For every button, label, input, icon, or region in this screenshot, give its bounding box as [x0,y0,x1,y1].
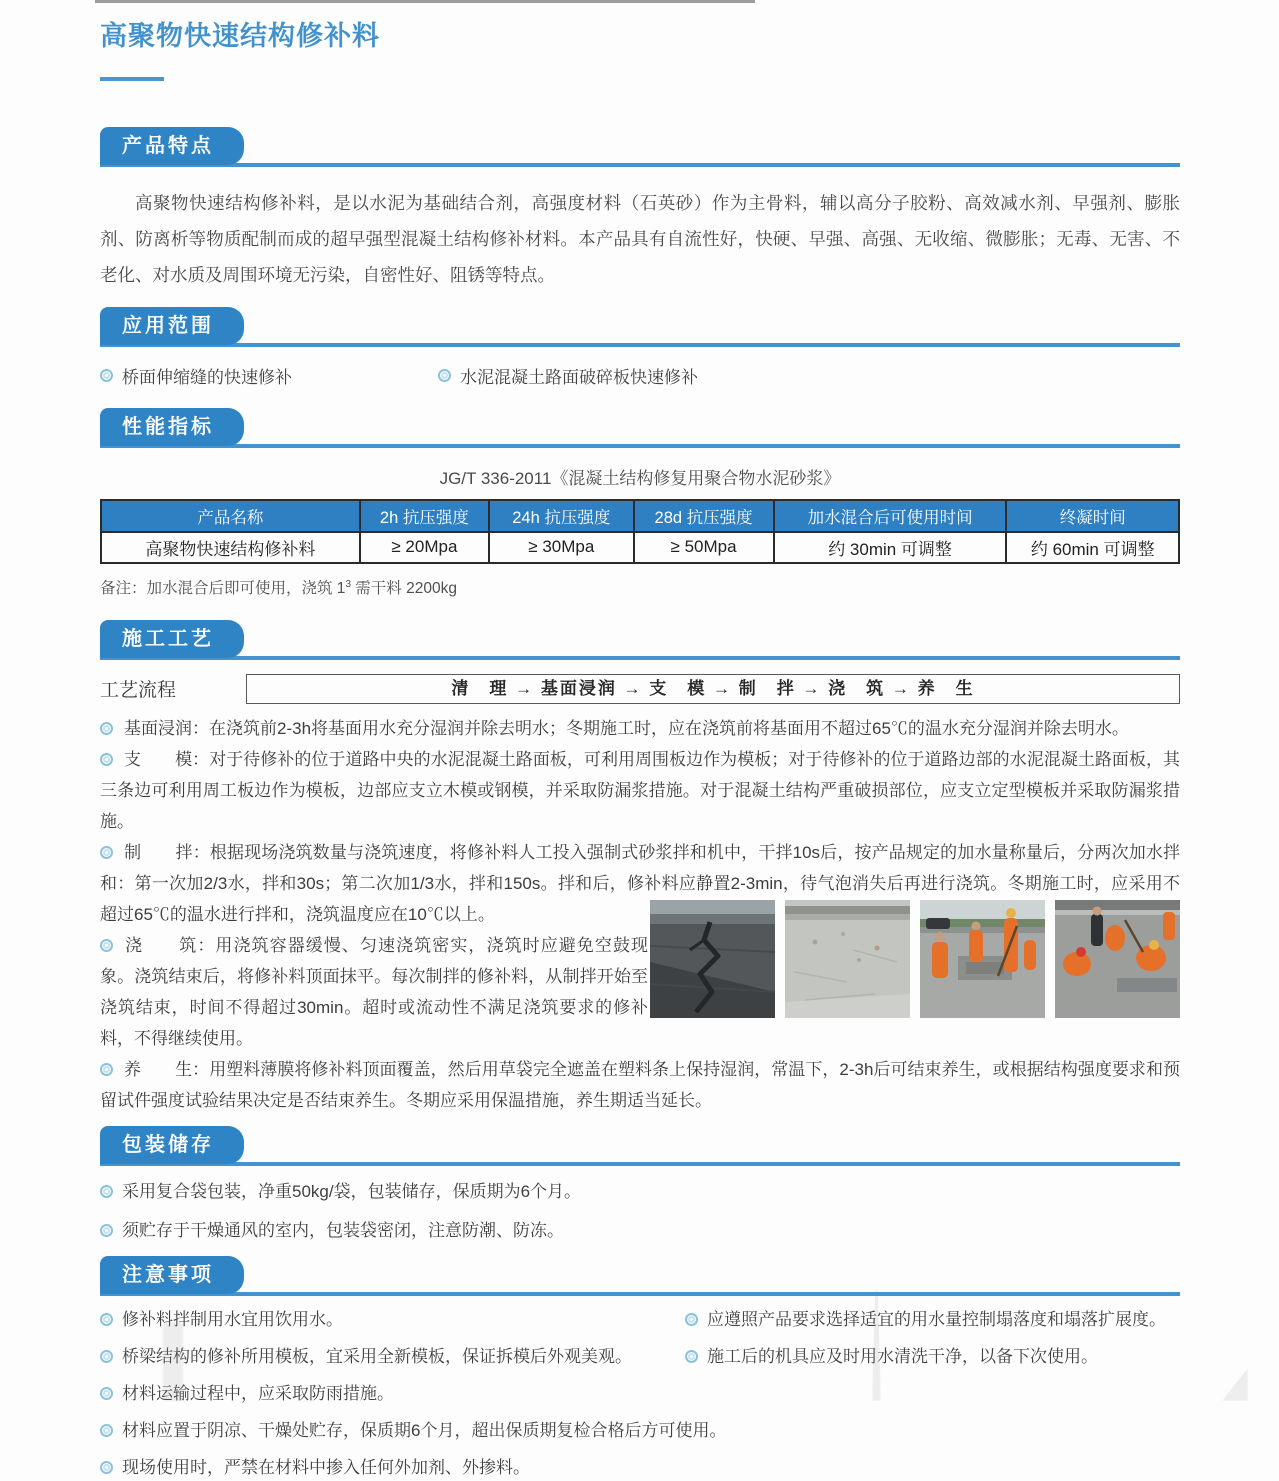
application-item-label: 桥面伸缩缝的快速修补 [122,367,292,387]
table-remark [100,576,1180,598]
features-paragraph: 高聚物快速结构修补料，是以水泥为基础结合剂，高强度材料（石英砂）作为主骨料，辅以高分子胶粉、高效减水剂、早强剂、膨胀剂、防离析等物质配制而成的超早强型混凝土结构修补材料。本产品具有自流性好，快硬、早强、高强、无收缩、微膨胀；无毒、无害、不老化、对水质及周围环境无污染，自密性好、阻锈等特点。 [100,193,1180,285]
process-heading: 施工工艺 [100,620,244,658]
section-header-notes [100,1260,1180,1296]
title-underline [100,77,164,81]
note-item-label: 材料运输过程中，应采取防雨措施。 [122,1383,394,1403]
worn-concrete-surface-photo [785,900,910,1018]
standard-reference: JG/T 336-2011《混凝土结构修复用聚合物水泥砂浆》 [439,468,841,488]
list-item [438,363,698,388]
list-item [100,363,292,388]
step-text: 在浇筑前2-3h将基面用水充分湿润并除去明水；冬期施工时，应在浇筑前将基面用不超过65℃的温水充分湿润并除去明水。 [209,718,1129,738]
process-flow [100,674,1180,704]
double-circle-icon [100,1461,113,1474]
double-circle-icon [100,1387,113,1400]
table-header-cell: 加水混合后可使用时间 [774,500,1007,532]
packaging-item-label: 须贮存于干燥通风的室内，包装袋密闭，注意防潮、防冻。 [122,1220,564,1240]
performance-heading: 性能指标 [100,408,244,446]
list-item [100,1455,1180,1481]
application-items [100,363,1180,388]
note-item-label: 材料应置于阴凉、干燥处贮存，保质期6个月，超出保质期复检合格后方可使用。 [122,1420,727,1440]
process-step [100,1054,1180,1116]
section-header-features [100,131,1180,167]
list-item [685,1307,1180,1333]
step-label: 基面浸润： [124,718,209,738]
application-heading: 应用范围 [100,307,244,345]
step-label: 养 生： [124,1059,210,1079]
step-text: 对于待修补的位于道路中央的水泥混凝土路面板，可利用周围板边作为模板；对于待修补的位于道路边部的水泥混凝土路面板，其三条边可利用周工板边作为模板，边部应支立木模或钢模，并采取防漏浆措施。对于混凝土结构严重破损部位，应支立定型模板并采取防漏浆措施。 [100,749,1181,831]
double-circle-icon [100,1424,113,1437]
list-item [100,1344,685,1370]
double-circle-icon [100,1224,113,1237]
document-page [100,0,1180,1481]
process-step [100,930,648,1054]
list-item [685,1344,1180,1370]
step-label: 制 拌： [124,842,210,862]
note-item-label: 应遵照产品要求选择适宜的用水量控制塌落度和塌落扩展度。 [707,1309,1166,1329]
double-circle-icon [100,722,113,735]
double-circle-icon [685,1313,698,1326]
section-header-packaging [100,1130,1180,1166]
table-header-cell: 2h 抗压强度 [360,500,489,532]
step-label: 浇 筑： [124,935,216,955]
features-heading: 产品特点 [100,127,244,165]
table-cell: ≥ 30Mpa [489,532,633,563]
double-circle-icon [100,1063,113,1076]
cracked-pavement-photo [650,900,775,1018]
process-step [100,744,1180,837]
note-item-label: 施工后的机具应及时用水清洗干净，以备下次使用。 [707,1346,1098,1366]
table-header-cell: 28d 抗压强度 [634,500,774,532]
remark-text: 需干料 2200kg [351,579,457,597]
list-item [100,1179,1180,1205]
table-header-cell: 终凝时间 [1006,500,1179,532]
table-header-cell: 产品名称 [101,500,360,532]
note-item-label: 现场使用时，严禁在材料中掺入任何外加剂、外掺料。 [122,1457,530,1477]
construction-photos [650,900,1180,1018]
section-header-application [100,311,1180,347]
packaging-item-label: 采用复合袋包装，净重50kg/袋，包装储存，保质期为6个月。 [122,1181,582,1201]
list-item [100,1381,1180,1407]
page-title: 高聚物快速结构修补料 [100,21,380,51]
list-item [100,1418,1180,1444]
double-circle-icon [100,939,113,952]
step-text: 用浇筑容器缓慢、匀速浇筑密实，浇筑时应避免空鼓现象。浇筑结束后，将修补料顶面抹平。每次制拌的修补料，从制拌开始至浇筑结束，时间不得超过30min。超时或流动性不满足浇筑要求的修补料，不得继续使用。 [100,935,649,1048]
remark-text: 备注：加水混合后即可使用，浇筑 1 [100,579,346,597]
double-circle-icon [438,369,451,382]
table-cell: ≥ 50Mpa [634,532,774,563]
faint-watermark [163,1322,183,1401]
workers-patching-joint-photo [1055,900,1180,1018]
list-item [100,1218,1180,1244]
section-header-process [100,624,1180,660]
double-circle-icon [100,1185,113,1198]
remark-superscript: 3 [345,578,351,590]
double-circle-icon [100,753,113,766]
double-circle-icon [100,846,113,859]
step-label: 支 模： [124,749,210,769]
table-cell: 约 60min 可调整 [1006,532,1179,563]
notes-heading: 注意事项 [100,1256,244,1294]
process-step [100,713,1180,744]
road-repair-workers-photo [920,900,1045,1018]
note-item-label: 修补料拌制用水宜用饮用水。 [122,1309,343,1329]
step-text: 根据现场浇筑数量与浇筑速度，将修补料人工投入强制式砂浆拌和机中，干拌10s后，按产品规定的加水量称量后，分两次加水拌和：第一次加2/3水，拌和30s；第二次加1/3水，拌和150s。拌和后，修补料应静置2-3min，待气泡消失后再进行浇筑。冬期施工时，应采用不超过65℃的温水进行拌和，浇筑温度应在10℃以上。 [100,842,1180,924]
double-circle-icon [100,1350,113,1363]
faint-watermark [1222,1368,1248,1401]
flow-label: 工艺流程 [100,680,177,701]
double-circle-icon [100,1313,113,1326]
table-cell: 高聚物快速结构修补料 [101,532,360,563]
flow-steps-box: 清 理 → 基面浸润 → 支 模 → 制 拌 → 浇 筑 → 养 生 [246,674,1180,704]
table-header-cell: 24h 抗压强度 [489,500,633,532]
application-item-label: 水泥混凝土路面破碎板快速修补 [460,367,698,387]
table-header-row [101,500,1179,532]
packaging-heading: 包装储存 [100,1126,244,1164]
note-item-label: 桥梁结构的修补所用模板，宜采用全新模板，保证拆模后外观美观。 [122,1346,632,1366]
table-row [101,532,1179,563]
double-circle-icon [685,1350,698,1363]
list-item [100,1307,685,1333]
notes-row [100,1307,1180,1333]
table-cell: ≥ 20Mpa [360,532,489,563]
table-cell: 约 30min 可调整 [774,532,1007,563]
double-circle-icon [100,369,113,382]
performance-table [100,499,1180,564]
step-text: 用塑料薄膜将修补料顶面覆盖，然后用草袋完全遮盖在塑料条上保持湿润，常温下，2-3h后可结束养生，或根据结构强度要求和预留试件强度试验结果决定是否结束养生。冬期应采用保温措施，养生期适当延长。 [100,1059,1181,1110]
section-header-performance [100,412,1180,448]
notes-row [100,1344,1180,1370]
